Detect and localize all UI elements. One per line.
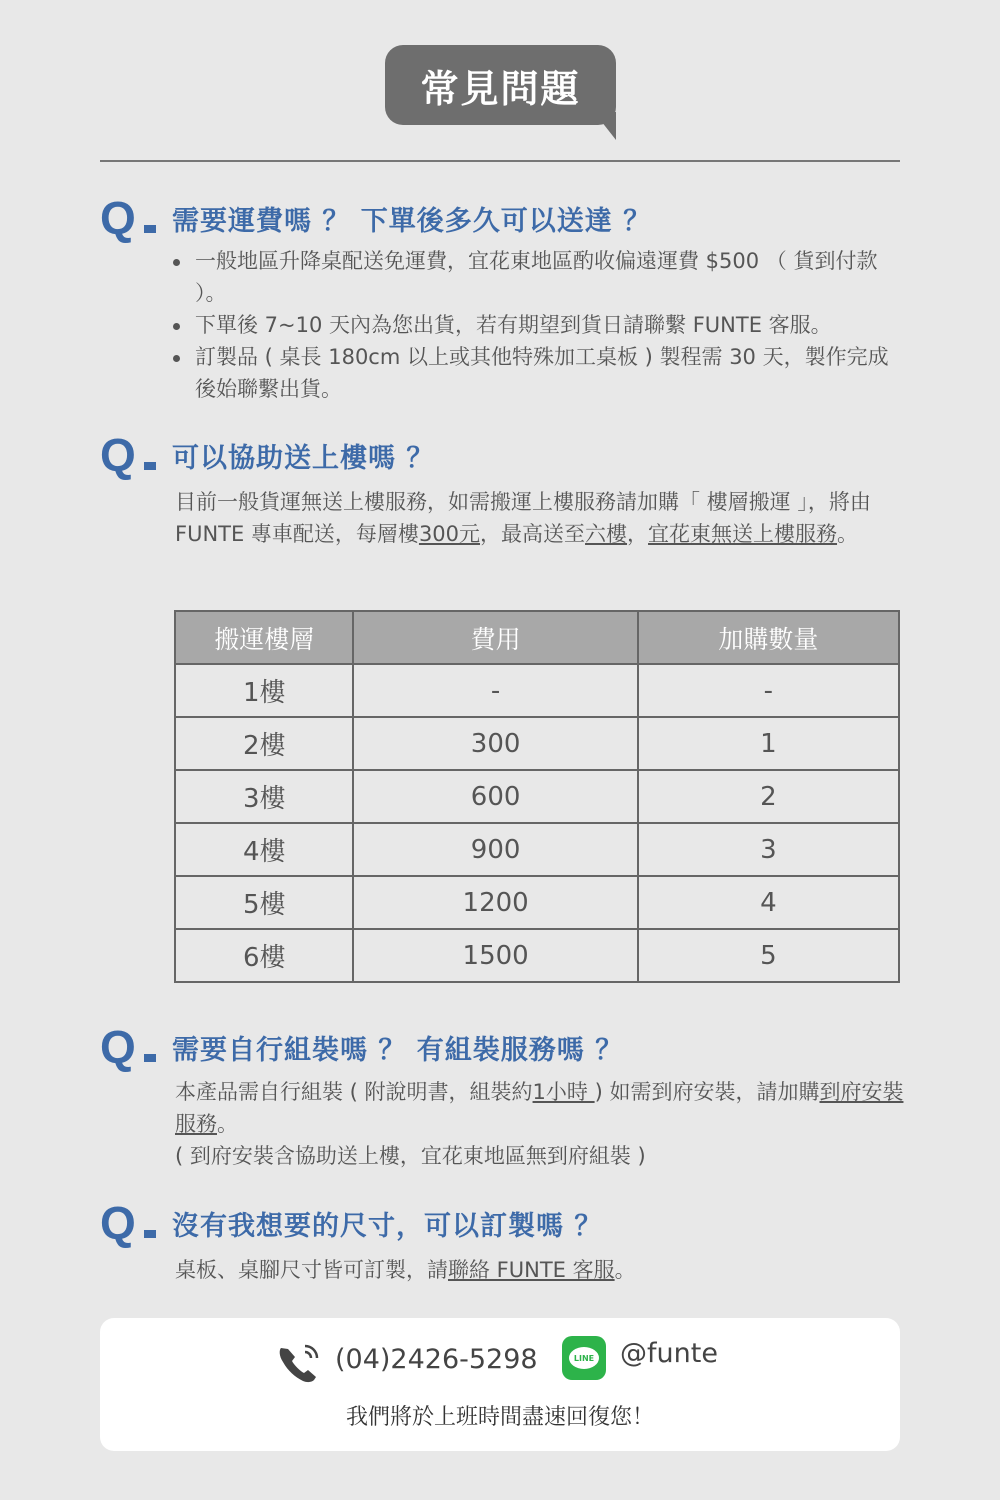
line-id[interactable]: @funte: [620, 1338, 718, 1369]
column-header: 費用: [353, 611, 637, 664]
faq-question-4: [100, 1197, 603, 1249]
contact-link[interactable]: 聯絡 FUNTE 客服: [448, 1258, 615, 1282]
faq-answer-2: [175, 486, 905, 550]
table-header-row: [175, 611, 899, 664]
q-mark-icon: Q: [100, 429, 136, 481]
faq-question-2: [100, 429, 435, 481]
line-icon: [562, 1336, 606, 1380]
table-cell: 300: [353, 717, 637, 770]
page-title: 常見問題: [385, 45, 616, 125]
answer-text: 。: [614, 1258, 636, 1282]
list-item: 一般地區升降桌配送免運費，宜花東地區酌收偏遠運費 $500 （ 貨到付款 ）。: [185, 245, 900, 309]
table-cell: 1200: [353, 876, 637, 929]
table-cell: 900: [353, 823, 637, 876]
table-cell: 4: [638, 876, 899, 929]
table-cell: -: [353, 664, 637, 717]
contact-card: [100, 1318, 900, 1451]
answer-text: 。: [837, 522, 859, 546]
q-dash: [144, 1230, 156, 1238]
answer-note: ( 到府安裝含協助送上樓，宜花東地區無到府組裝 ): [175, 1144, 646, 1168]
answer-highlight: 六樓: [585, 522, 628, 546]
table-row: [175, 876, 899, 929]
question-text: 需要自行組裝嗎 ？ 有組裝服務嗎 ？: [172, 1034, 624, 1066]
table-cell: 600: [353, 770, 637, 823]
table-row: [175, 717, 899, 770]
answer-highlight: 300元: [418, 522, 481, 546]
faq-answer-4: [175, 1254, 905, 1286]
table-cell: 2樓: [175, 717, 353, 770]
table-cell: 4樓: [175, 823, 353, 876]
question-text: 沒有我想要的尺寸，可以訂製嗎 ？: [172, 1210, 603, 1242]
answer-text: 目前一般貨運無送上樓服務，如需搬運上樓服務請加購「 樓層搬運 」，將由 FUNTE 專車配送，每層樓: [175, 490, 871, 546]
answer-text: 桌板、桌腳尺寸皆可訂製，請: [175, 1258, 448, 1282]
faq-question-3: [100, 1021, 624, 1073]
table-cell: 3: [638, 823, 899, 876]
list-item: 訂製品 ( 桌長 180cm 以上或其他特殊加工桌板 ) 製程需 30 天，製作完成後始聯繫出貨。: [185, 341, 900, 405]
answer-text: ，最高送至: [480, 522, 586, 546]
table-row: [175, 770, 899, 823]
q-dash: [144, 225, 156, 233]
question-text: 可以協助送上樓嗎 ？: [172, 442, 435, 474]
table-cell: 3樓: [175, 770, 353, 823]
table-cell: 5: [638, 929, 899, 982]
divider: [100, 160, 900, 162]
table-cell: 1500: [353, 929, 637, 982]
answer-highlight: 1小時: [532, 1080, 595, 1104]
reply-note: 我們將於上班時間盡速回復您！: [345, 1405, 654, 1430]
faq-answer-1: [185, 245, 900, 405]
answer-highlight: 到府安裝服務: [175, 1080, 904, 1136]
title-bubble-tail: [594, 112, 616, 140]
table-cell: -: [638, 664, 899, 717]
q-dash: [144, 462, 156, 470]
column-header: 加購數量: [638, 611, 899, 664]
phone-number[interactable]: (04)2426-5298: [335, 1344, 538, 1375]
answer-highlight: 宜花東無送上樓服務: [648, 522, 838, 546]
q-dash: [144, 1054, 156, 1062]
table-cell: 5樓: [175, 876, 353, 929]
table-row: [175, 929, 899, 982]
table-cell: 1: [638, 717, 899, 770]
q-mark-icon: Q: [100, 1197, 136, 1249]
table-cell: 6樓: [175, 929, 353, 982]
table-cell: 1樓: [175, 664, 353, 717]
q-mark-icon: Q: [100, 192, 136, 244]
table-row: [175, 664, 899, 717]
answer-text: 。: [217, 1112, 238, 1136]
faq-answer-3: [175, 1076, 905, 1172]
list-item: 下單後 7~10 天內為您出貨，若有期望到貨日請聯繫 FUNTE 客服。: [185, 309, 900, 341]
column-header: 搬運樓層: [175, 611, 353, 664]
question-text: 需要運費嗎 ？ 下單後多久可以送達 ？: [172, 205, 652, 237]
answer-text: 本產品需自行組裝 ( 附說明書，組裝約: [175, 1080, 533, 1104]
floor-fee-table: [174, 610, 900, 983]
phone-icon: [275, 1340, 325, 1386]
answer-text: ) 如需到府安裝，請加購: [594, 1080, 820, 1104]
q-mark-icon: Q: [100, 1021, 136, 1073]
table-cell: 2: [638, 770, 899, 823]
table-row: [175, 823, 899, 876]
line-badge: LINE: [569, 1347, 599, 1369]
faq-question-1: [100, 192, 652, 244]
answer-text: ，: [627, 522, 649, 546]
